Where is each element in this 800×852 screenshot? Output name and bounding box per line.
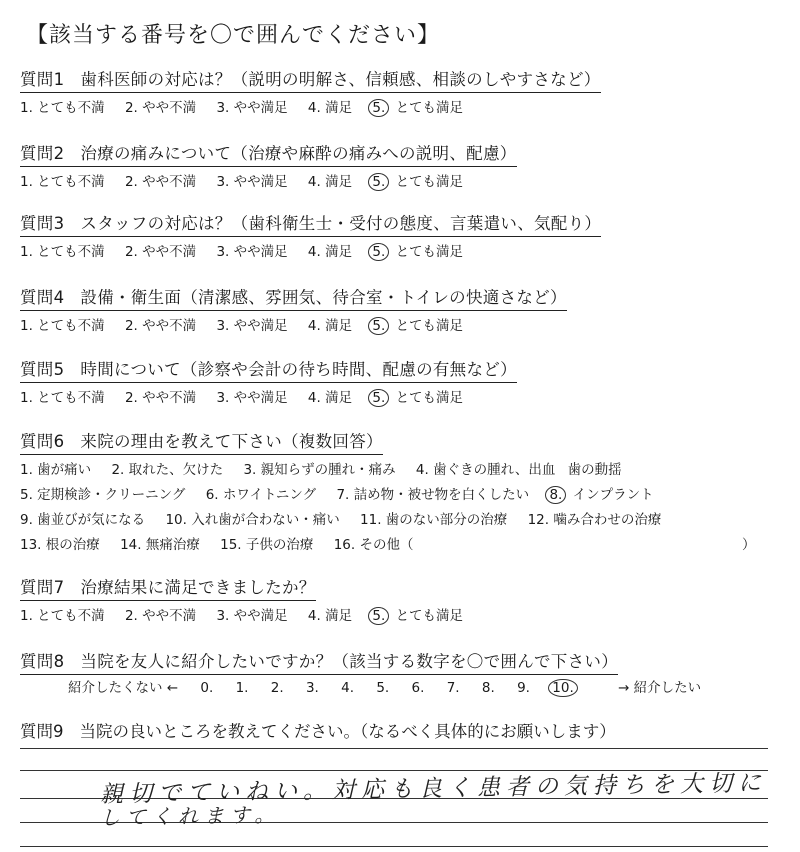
q6-option-5[interactable]: 5. 定期検診・クリーニング (20, 487, 186, 503)
question-1 (20, 66, 601, 93)
q6-option-12[interactable]: 12. 噛み合わせの治療 (527, 512, 662, 528)
option-5-label: とても満足 (395, 318, 464, 334)
question-4-number: 質問4 (20, 288, 65, 307)
q6-option-11[interactable]: 11. 歯のない部分の治療 (360, 512, 508, 528)
question-8 (20, 648, 618, 675)
question-4 (20, 284, 567, 311)
scale-left-label: 紹介したくない ← (68, 680, 179, 696)
q6-option-13[interactable]: 13. 根の治療 (20, 537, 100, 553)
option-4[interactable]: 4. 満足 (307, 390, 353, 406)
q6-option-9[interactable]: 9. 歯並びが気になる (20, 512, 146, 528)
question-4-title (20, 284, 567, 311)
question-2 (20, 140, 517, 167)
q6-option-8-circled[interactable] (549, 487, 562, 503)
option-3[interactable]: 3. やや満足 (216, 318, 288, 334)
question-2-number: 質問2 (20, 144, 65, 163)
option-1[interactable]: 1. とても不満 (20, 608, 105, 624)
question-2-title (20, 140, 517, 167)
question-9-text: 当院の良いところを教えてください。（なるべく具体的にお願いします） (79, 722, 616, 741)
option-5-circled[interactable] (372, 608, 385, 624)
option-5-label: とても満足 (395, 100, 464, 116)
option-4[interactable]: 4. 満足 (307, 244, 353, 260)
question-1-title (20, 66, 601, 93)
question-7-text: 治療結果に満足できましたか？ (80, 578, 316, 597)
option-4[interactable]: 4. 満足 (307, 174, 353, 190)
q6-option-8-label: インプラント (572, 487, 654, 503)
question-5-options (20, 386, 479, 406)
option-2[interactable]: 2. やや不満 (124, 174, 197, 190)
question-8-text: 当院を友人に紹介したいですか？（該当する数字を〇で囲んで下さい） (80, 652, 619, 671)
scale-4[interactable]: 4. (341, 680, 355, 696)
option-1[interactable]: 1. とても不満 (20, 244, 105, 260)
option-1[interactable]: 1. とても不満 (20, 100, 105, 116)
q6-option-7[interactable]: 7. 詰め物・被せ物を白くしたい (336, 487, 530, 503)
q6-option-3[interactable]: 3. 親知らずの腫れ・痛み (243, 462, 396, 478)
question-2-options (20, 170, 479, 190)
selected-circle: 5. (368, 173, 389, 191)
q6-option-4b[interactable]: 歯の動揺 (567, 462, 622, 478)
option-5-label: とても満足 (395, 608, 464, 624)
question-7-number: 質問7 (20, 578, 65, 597)
scale-7[interactable]: 7. (446, 680, 460, 696)
selected-circle: 5. (368, 389, 389, 407)
selected-circle: 5. (368, 243, 389, 261)
option-5-label: とても満足 (395, 174, 464, 190)
option-2[interactable]: 2. やや不満 (124, 244, 197, 260)
q6-option-2[interactable]: 2. 取れた、欠けた (111, 462, 224, 478)
option-3[interactable]: 3. やや満足 (216, 608, 288, 624)
q6-option-10[interactable]: 10. 入れ歯が合わない・痛い (165, 512, 340, 528)
scale-right-label: → 紹介したい (618, 680, 702, 696)
q6-option-16[interactable]: 16. その他（ (333, 537, 414, 553)
option-5-circled[interactable] (372, 174, 385, 190)
scale-2[interactable]: 2. (270, 680, 284, 696)
handwritten-answer-line-2: してくれます。 (99, 802, 281, 830)
option-2[interactable]: 2. やや不満 (124, 318, 197, 334)
question-3-options (20, 240, 479, 260)
question-4-text: 設備・衛生面（清潔感、雰囲気、待合室・トイレの快適さなど） (80, 288, 567, 307)
scale-5[interactable]: 5. (376, 680, 390, 696)
question-6-text: 来院の理由を教えて下さい（複数回答） (80, 432, 383, 451)
question-7-title (20, 574, 316, 601)
q6-option-14[interactable]: 14. 無痛治療 (120, 537, 200, 553)
option-1[interactable]: 1. とても不満 (20, 174, 105, 190)
answer-line-1 (20, 748, 768, 749)
question-8-scale (68, 676, 719, 696)
question-5-number: 質問5 (20, 360, 65, 379)
question-8-number: 質問8 (20, 652, 65, 671)
selected-circle: 8. (545, 486, 566, 504)
question-2-text: 治療の痛みについて（治療や麻酔の痛みへの説明、配慮） (80, 144, 517, 163)
scale-10-circled[interactable] (552, 680, 595, 696)
q6-option-4[interactable]: 4. 歯ぐきの腫れ、出血 (415, 462, 556, 478)
scale-1[interactable]: 1. (235, 680, 249, 696)
question-3-title (20, 210, 601, 237)
question-5-title (20, 356, 517, 383)
question-7-options (20, 604, 479, 624)
option-2[interactable]: 2. やや不満 (124, 608, 197, 624)
option-3[interactable]: 3. やや満足 (216, 244, 288, 260)
option-4[interactable]: 4. 満足 (307, 318, 353, 334)
question-5-text: 時間について（診察や会計の待ち時間、配慮の有無など） (80, 360, 517, 379)
option-5-circled[interactable] (372, 318, 385, 334)
option-1[interactable]: 1. とても不満 (20, 390, 105, 406)
question-6-number: 質問6 (20, 432, 65, 451)
question-8-title (20, 648, 618, 675)
page-title: 【該当する番号を〇で囲んでください】 (26, 23, 441, 48)
question-3-number: 質問3 (20, 214, 65, 233)
question-4-options (20, 314, 479, 334)
question-5 (20, 356, 517, 383)
option-1[interactable]: 1. とても不満 (20, 318, 105, 334)
question-3 (20, 210, 601, 237)
question-9 (20, 718, 616, 742)
option-3[interactable]: 3. やや満足 (216, 174, 288, 190)
selected-circle: 10. (548, 679, 577, 697)
option-3[interactable]: 3. やや満足 (216, 100, 288, 116)
answer-line-5 (20, 846, 768, 847)
option-5-label: とても満足 (395, 390, 464, 406)
question-6-title (20, 428, 383, 455)
q6-option-6[interactable]: 6. ホワイトニング (205, 487, 317, 503)
question-9-number: 質問9 (20, 722, 64, 741)
question-1-number: 質問1 (20, 70, 65, 89)
option-4[interactable]: 4. 満足 (307, 608, 353, 624)
q6-option-15[interactable]: 15. 子供の治療 (220, 537, 314, 553)
scale-9[interactable]: 9. (517, 680, 530, 696)
question-7 (20, 574, 316, 601)
question-1-options (20, 96, 479, 116)
option-2[interactable]: 2. やや不満 (124, 100, 197, 116)
selected-circle: 5. (368, 607, 389, 625)
question-9-title (20, 722, 616, 741)
scale-8[interactable]: 8. (481, 680, 495, 696)
question-6 (20, 428, 383, 455)
scale-6[interactable]: 6. (411, 680, 425, 696)
question-6-options (20, 458, 677, 558)
question-1-text: 歯科医師の対応は？（説明の明解さ、信頼感、相談のしやすさなど） (80, 70, 601, 89)
option-3[interactable]: 3. やや満足 (216, 390, 288, 406)
handwritten-answer-line-1: 親切でていねい。対応も良く患者の気持ちを大切に (99, 770, 768, 808)
selected-circle: 5. (368, 99, 389, 117)
option-5-circled[interactable] (372, 100, 385, 116)
option-5-circled[interactable] (372, 244, 385, 260)
question-3-text: スタッフの対応は？（歯科衛生士・受付の態度、言葉遣い、気配り） (80, 214, 602, 233)
q6-other-close-paren: ） (742, 537, 756, 553)
q6-option-1[interactable]: 1. 歯が痛い (20, 462, 92, 478)
option-4[interactable]: 4. 満足 (307, 100, 353, 116)
option-5-label: とても満足 (395, 244, 464, 260)
scale-3[interactable]: 3. (305, 680, 319, 696)
scale-0[interactable]: 0. (200, 680, 214, 696)
option-2[interactable]: 2. やや不満 (124, 390, 197, 406)
option-5-circled[interactable] (372, 390, 385, 406)
selected-circle: 5. (368, 317, 389, 335)
